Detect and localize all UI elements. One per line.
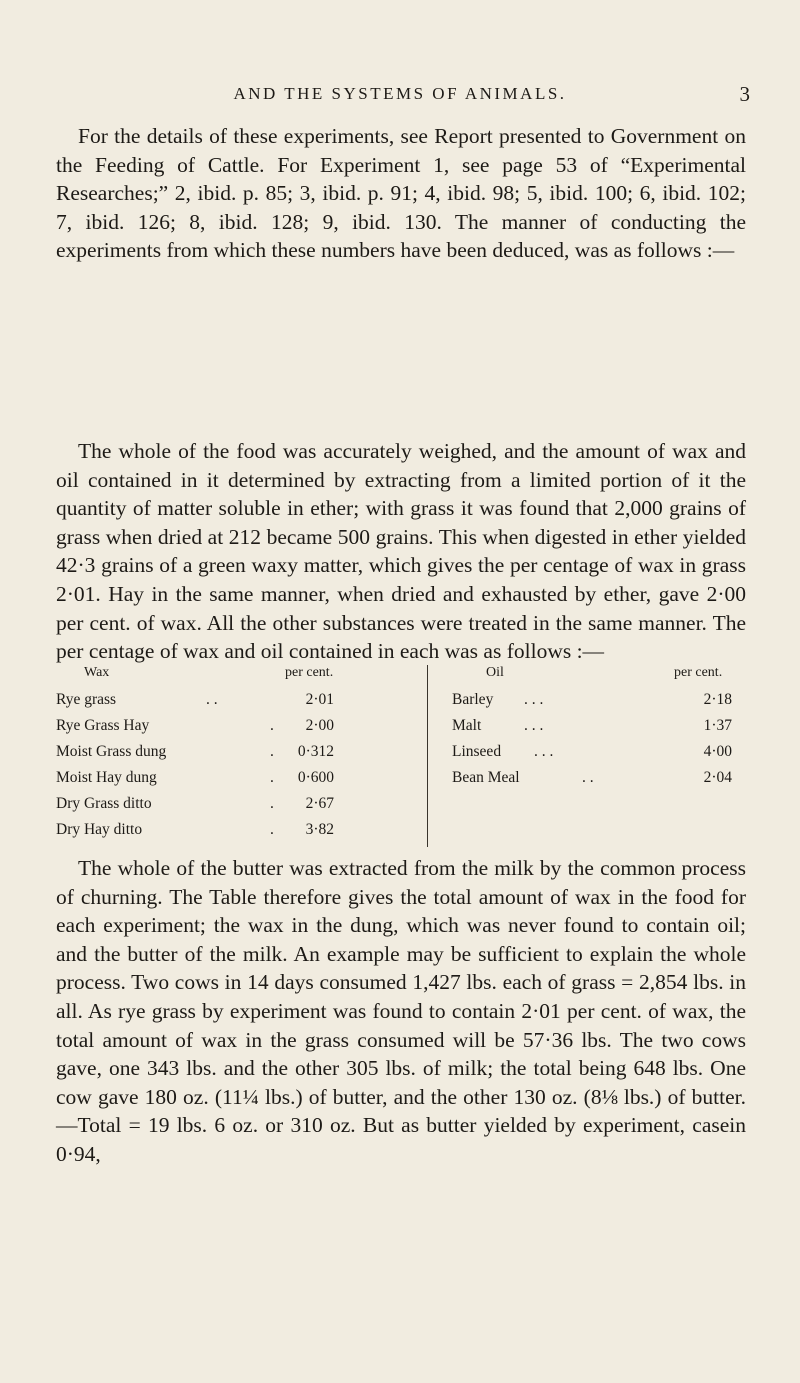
- row-label: Bean Meal: [452, 769, 520, 786]
- table-row: [56, 743, 356, 769]
- page-header: [0, 82, 800, 112]
- running-title: AND THE SYSTEMS OF ANIMALS.: [233, 84, 567, 103]
- table-row: [56, 769, 356, 795]
- paragraph-experiment-references: For the details of these experiments, see Report presented to Government on the Feeding of Cattle. For Experiment 1, see page 53 of “Experimental Researches;” 2, ibid. p. 85; 3, ibid. p. 91; 4, ibid. 98; 5, ibid. 100; 6, ibid. 102; 7, ibid. 126; 8, ibid. 128; 9, ibid. 130. The manner of conducting the experiments from which these numbers have been deduced, was as follows :—: [56, 124, 746, 263]
- paragraph-method: The whole of the food was accurately weighed, and the amount of wax and oil contained in it determined by extracting from a limited portion of it the quantity of matter soluble in ether; with grass it was found that 2,000 grains of grass when dried at 212 became 500 grains. This when digested in ether yielded 42·3 grains of a green waxy matter, which gives the per centage of wax in grass 2·01. Hay in the same manner, when dried and exhausted by ether, gave 2·00 per cent. of wax. All the other substances were treated in the same manner. The per centage of wax and oil contained in each was as follows :—: [56, 439, 746, 664]
- table-row: [56, 717, 356, 743]
- leader-dots: . . .: [524, 691, 544, 708]
- table-row: [56, 691, 356, 717]
- row-value: 2·04: [703, 769, 732, 786]
- oil-column: [452, 665, 746, 795]
- leader-dots: .: [270, 795, 274, 812]
- paragraph-butter-example: The whole of the butter was extracted from the milk by the common process of churning. The Table therefore gives the total amount of wax in the food for each experiment; the wax in the dung, which was never found to contain oil; and the butter of the milk. An example may be sufficient to explain the whole process. Two cows in 14 days consumed 1,427 lbs. each of grass = 2,854 lbs. in all. As rye grass by experiment was found to contain 2·01 per cent. of wax, the total amount of wax in the grass consumed will be 57·36 lbs. The two cows gave, one 343 lbs. and the other 305 lbs. of milk; the total being 648 lbs. One cow gave 180 oz. (11¼ lbs.) of butter, and the other 130 oz. (8⅛ lbs.) of butter.—Total = 19 lbs. 6 oz. or 310 oz. But as butter yielded by experiment, casein 0·94,: [56, 856, 746, 1166]
- oil-unit-heading: per cent.: [674, 665, 723, 680]
- wax-header-row: [56, 665, 356, 691]
- row-value: 2·01: [305, 691, 334, 708]
- row-value: 0·312: [297, 743, 334, 760]
- oil-heading: Oil: [486, 665, 504, 680]
- table-row: [56, 795, 356, 821]
- column-divider: [427, 665, 428, 847]
- page-number: 3: [739, 82, 750, 106]
- row-value: 0·600: [297, 769, 334, 786]
- table-row: [452, 743, 746, 769]
- leader-dots: .: [270, 743, 274, 760]
- leader-dots: . . .: [534, 743, 554, 760]
- row-label: Moist Hay dung: [56, 769, 157, 786]
- table-row: [452, 769, 746, 795]
- oil-header-row: [452, 665, 746, 691]
- row-label: Rye grass: [56, 691, 117, 708]
- percentage-table: [56, 665, 746, 847]
- leader-dots: .: [270, 821, 274, 838]
- table-row: [452, 691, 746, 717]
- row-label: Dry Hay ditto: [56, 821, 143, 838]
- row-value: 1·37: [703, 717, 732, 734]
- row-label: Linseed: [452, 743, 502, 760]
- wax-column: [56, 665, 356, 847]
- leader-dots: .: [270, 717, 274, 734]
- row-value: 3·82: [305, 821, 334, 838]
- table-row: [56, 821, 356, 847]
- wax-unit-heading: per cent.: [285, 665, 334, 680]
- leader-dots: .: [270, 769, 274, 786]
- leader-dots: . . .: [524, 717, 544, 734]
- wax-heading: Wax: [84, 665, 110, 680]
- row-label: Barley: [452, 691, 494, 708]
- row-value: 2·18: [703, 691, 732, 708]
- row-label: Moist Grass dung: [56, 743, 167, 760]
- leader-dots: . .: [206, 691, 218, 708]
- table-row: [452, 717, 746, 743]
- row-label: Malt: [452, 717, 482, 734]
- row-label: Dry Grass ditto: [56, 795, 152, 812]
- row-label: Rye Grass Hay: [56, 717, 150, 734]
- row-value: 2·00: [305, 717, 334, 734]
- leader-dots: . .: [582, 769, 594, 786]
- row-value: 2·67: [305, 795, 334, 812]
- row-value: 4·00: [703, 743, 732, 760]
